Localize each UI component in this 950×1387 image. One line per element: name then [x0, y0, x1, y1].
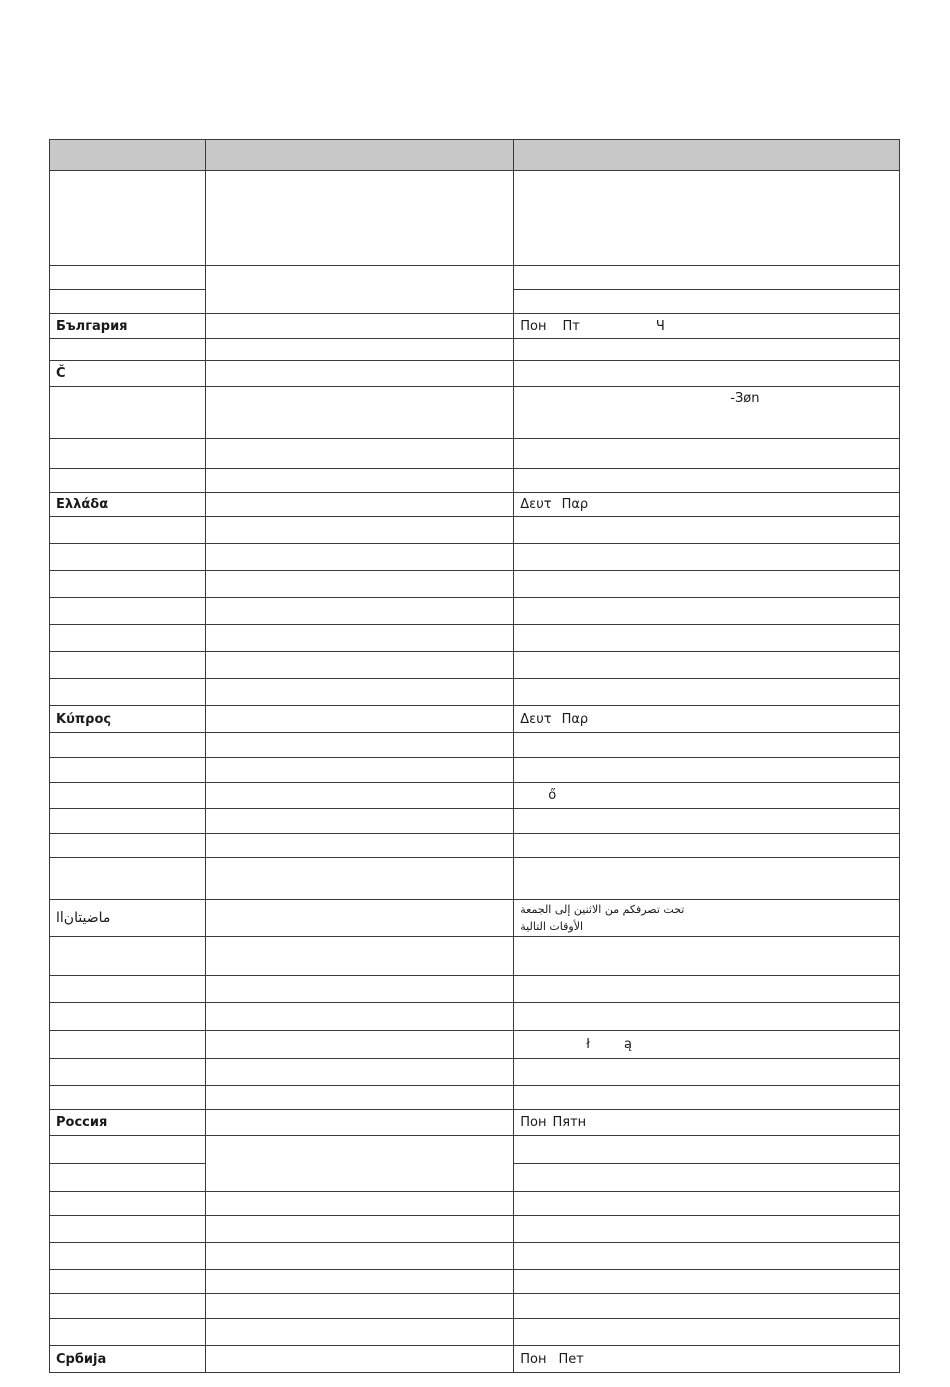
table-row [50, 339, 900, 361]
country-name: Č [50, 361, 206, 387]
country-name: Ελλάδα [50, 493, 206, 517]
schedule-table [49, 139, 900, 1373]
table-row: -Зøn [50, 387, 900, 439]
hours-cell: Δευτ Παρ [514, 493, 900, 517]
table-row [50, 1192, 900, 1216]
table-row: ł ą [50, 1031, 900, 1059]
country-name: Србија [50, 1346, 206, 1373]
table-row [50, 1294, 900, 1319]
header-cell-2 [206, 140, 514, 171]
country-name: България [50, 314, 206, 339]
hours-cell: Пон Пт Ч [514, 314, 900, 339]
table-row [50, 493, 900, 517]
hours-cell: Пон Пет [514, 1346, 900, 1373]
table-row [50, 834, 900, 858]
table-row [50, 1216, 900, 1243]
table-row [50, 544, 900, 571]
header-cell-1 [50, 140, 206, 171]
table-row [50, 625, 900, 652]
table-row [50, 266, 900, 290]
table-row [50, 679, 900, 706]
table-row [50, 1059, 900, 1086]
table-row [50, 976, 900, 1003]
country-name: Россия [50, 1110, 206, 1136]
country-name: اlماضيتان [50, 900, 206, 937]
header-cell-3 [514, 140, 900, 171]
table-row: ő [50, 783, 900, 809]
hours-cell: تحت تصرفكم من الاثنين إلى الجمعة الأوقات التالية [514, 900, 900, 937]
table-row [50, 1086, 900, 1110]
table-row [50, 1136, 900, 1164]
table-row [50, 314, 900, 339]
table-row [50, 1003, 900, 1031]
table-row [50, 1319, 900, 1346]
table-row [50, 937, 900, 976]
table-row [50, 171, 900, 266]
table-row [50, 1270, 900, 1294]
table-row [50, 361, 900, 387]
table-row [50, 733, 900, 758]
table-row [50, 858, 900, 900]
table-header-row [50, 140, 900, 171]
hours-cell: Пон Пятн [514, 1110, 900, 1136]
table-row [50, 598, 900, 625]
table-row [50, 1243, 900, 1270]
table-row [50, 758, 900, 783]
table-row [50, 517, 900, 544]
table-row [50, 571, 900, 598]
table-row [50, 469, 900, 493]
country-name: Κύπρος [50, 706, 206, 733]
hours-cell: Δευτ Παρ [514, 706, 900, 733]
table-row [50, 1110, 900, 1136]
table-row [50, 439, 900, 469]
table-row [50, 706, 900, 733]
table-row [50, 809, 900, 834]
table-row [50, 1346, 900, 1373]
table-row [50, 900, 900, 937]
table-row [50, 652, 900, 679]
